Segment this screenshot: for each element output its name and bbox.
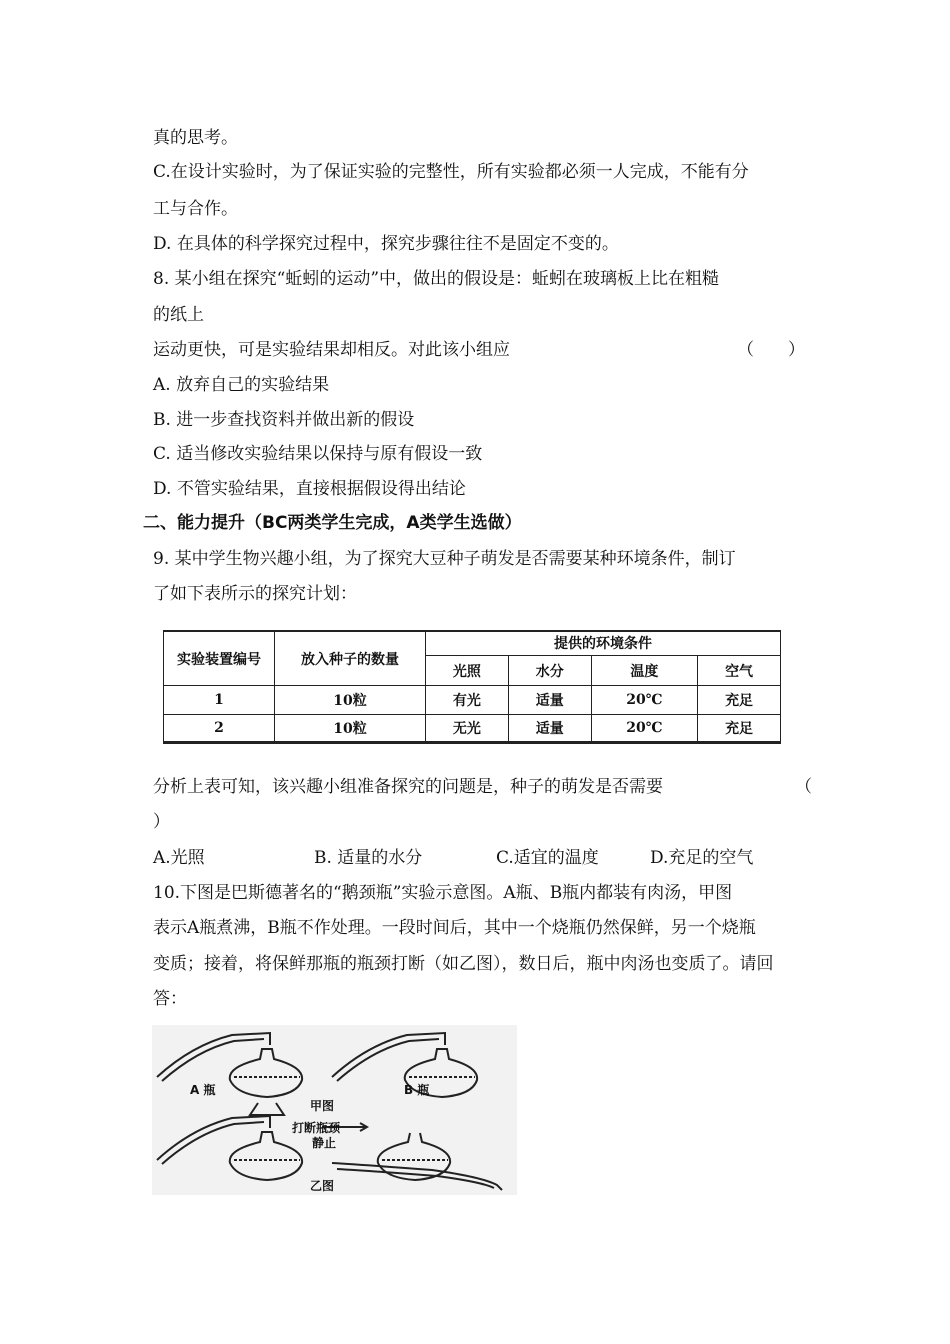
swan-neck-flask-figure <box>152 1025 517 1195</box>
section-2-heading: 二、能力提升（BC两类学生完成，A类学生选做） <box>143 513 522 533</box>
experiment-table <box>163 630 781 744</box>
label-figure-yi: 乙图 <box>310 1179 335 1193</box>
cell-water: 适量 <box>508 714 591 742</box>
cell-light: 无光 <box>426 714 509 742</box>
header-air: 空气 <box>698 655 781 685</box>
table-row <box>164 714 781 742</box>
cell-temperature: 20℃ <box>591 686 697 714</box>
table-row <box>164 686 781 714</box>
label-figure-jia: 甲图 <box>310 1099 335 1113</box>
question-9-line-2: 了如下表所示的探究计划： <box>153 584 357 604</box>
label-flask-a: A 瓶 <box>190 1083 216 1097</box>
cell-id: 1 <box>164 686 275 714</box>
cell-seeds: 10粒 <box>275 686 426 714</box>
option-9c: C.适宜的温度 <box>496 848 599 868</box>
cell-water: 适量 <box>508 686 591 714</box>
header-light: 光照 <box>426 655 509 685</box>
question-10-line-3: 变质；接着，将保鲜那瓶的瓶颈打断（如乙图），数日后，瓶中肉汤也变质了。请回 <box>153 954 774 974</box>
line-1: 真的思考。 <box>153 128 238 148</box>
cell-seeds: 10粒 <box>275 714 426 742</box>
option-8a: A. 放弃自己的实验结果 <box>153 375 330 395</box>
header-id: 实验装置编号 <box>164 631 275 686</box>
label-break-neck: 打断瓶颈 <box>292 1121 341 1135</box>
question-10-line-1: 10.下图是巴斯德著名的“鹅颈瓶”实验示意图。A瓶、B瓶内都装有肉汤，甲图 <box>153 883 733 903</box>
question-10-line-2: 表示A瓶煮沸，B瓶不作处理。一段时间后，其中一个烧瓶仍然保鲜，另一个烧瓶 <box>153 918 756 938</box>
answer-paren-9-close: ） <box>153 812 170 832</box>
flask-a-body <box>230 1049 302 1097</box>
cell-air: 充足 <box>698 686 781 714</box>
cell-temperature: 20℃ <box>591 714 697 742</box>
option-9d: D.充足的空气 <box>650 848 754 868</box>
cell-air: 充足 <box>698 714 781 742</box>
cell-id: 2 <box>164 714 275 742</box>
answer-paren-9-open: （ <box>795 777 812 797</box>
question-8-line-2: 的纸上 <box>153 305 204 325</box>
question-10-line-4: 答： <box>153 989 187 1009</box>
question-8-line-3: 运动更快，可是实验结果却相反。对此该小组应 <box>153 340 510 360</box>
cell-light: 有光 <box>426 686 509 714</box>
burner-icon <box>250 1103 284 1115</box>
option-8c: C. 适当修改实验结果以保持与原有假设一致 <box>153 444 483 464</box>
header-temperature: 温度 <box>591 655 697 685</box>
label-flask-b: B 瓶 <box>404 1083 430 1097</box>
line-4: D. 在具体的科学探究过程中，探究步骤往往不是固定不变的。 <box>153 234 619 254</box>
header-water: 水分 <box>508 655 591 685</box>
option-9b: B. 适量的水分 <box>314 848 423 868</box>
option-9a: A.光照 <box>153 848 205 868</box>
header-environment: 提供的环境条件 <box>426 631 781 655</box>
question-9-line-3: 分析上表可知，该兴趣小组准备探究的问题是，种子的萌发是否需要 <box>153 777 663 797</box>
label-still: 静止 <box>312 1136 337 1150</box>
option-8b: B. 进一步查找资料并做出新的假设 <box>153 410 415 430</box>
question-9-line-1: 9. 某中学生物兴趣小组，为了探究大豆种子萌发是否需要某种环境条件，制订 <box>153 549 736 569</box>
flask-illustration <box>152 1025 517 1195</box>
question-8-line-1: 8. 某小组在探究“蚯蚓的运动”中，做出的假设是：蚯蚓在玻璃板上比在粗糙 <box>153 269 720 289</box>
broken-neck <box>332 1163 502 1190</box>
flask-c-body <box>230 1132 302 1180</box>
line-2: C.在设计实验时，为了保证实验的完整性，所有实验都必须一人完成，不能有分 <box>153 162 749 182</box>
line-3: 工与合作。 <box>153 199 238 219</box>
option-8d: D. 不管实验结果，直接根据假设得出结论 <box>153 479 466 499</box>
answer-paren-8: （ ） <box>737 340 805 360</box>
header-seeds: 放入种子的数量 <box>275 631 426 686</box>
